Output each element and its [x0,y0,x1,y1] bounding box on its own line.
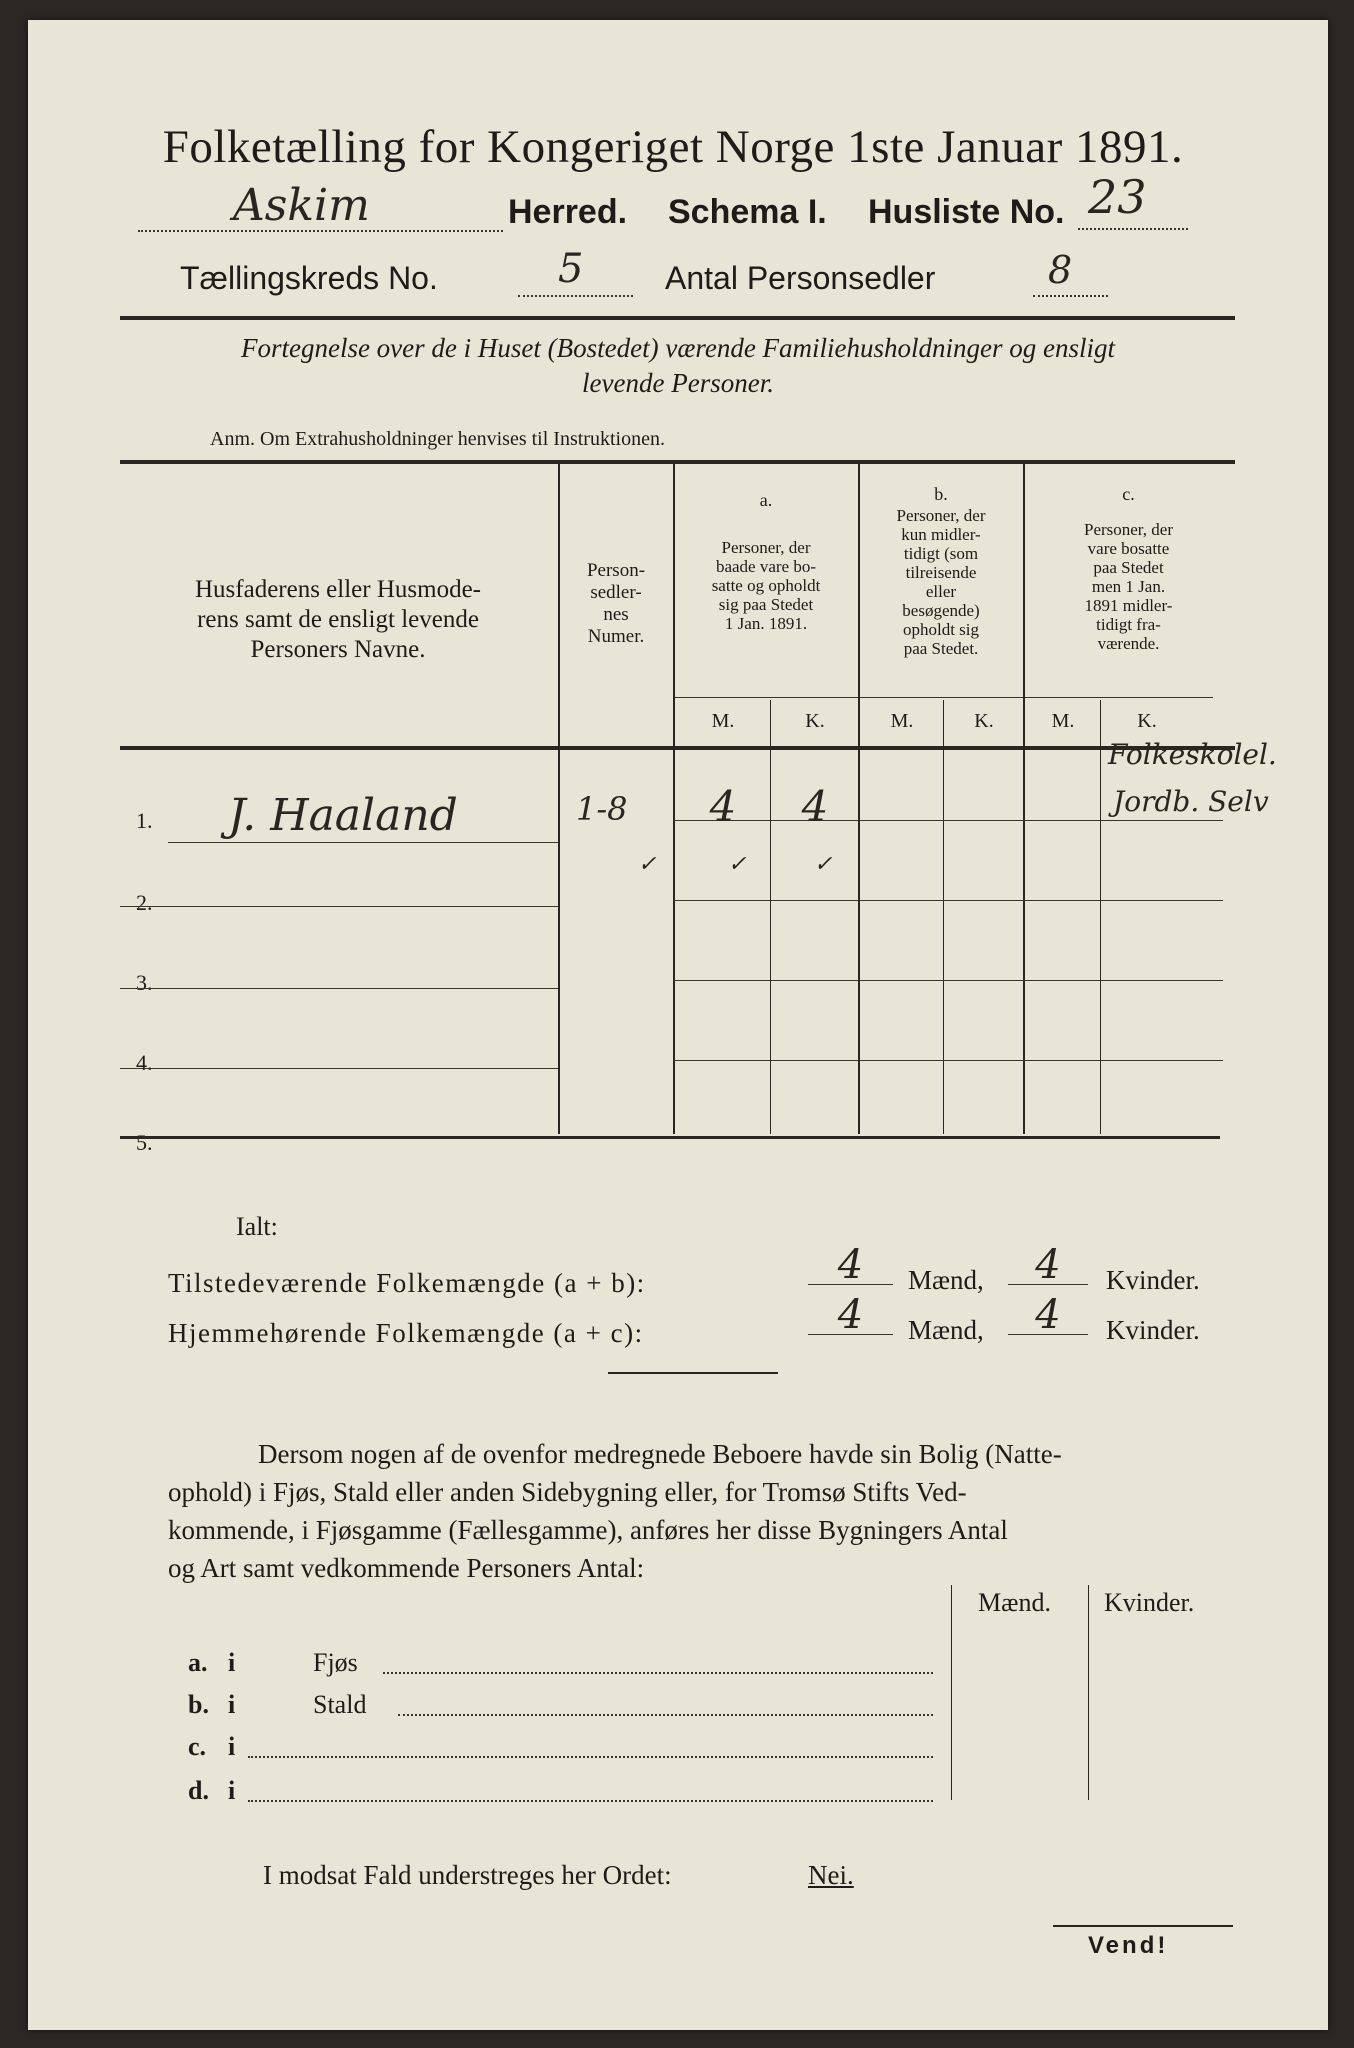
col-b-m: M. [890,710,914,732]
description-line1: Fortegnelse over de i Huset (Bostedet) værende Familiehusholdninger og ensligt [240,333,1116,363]
item-a-letter: a. [188,1648,208,1677]
check-mark-a-m: ✓ [728,852,747,877]
census-form [28,20,1328,2030]
row-number-3: 3. [136,970,153,995]
hjemme-label: Hjemmehørende Folkemængde (a + c): [168,1318,644,1348]
row-rule-3-name [120,988,558,989]
col-a-m: M. [711,710,735,732]
item-c-i: i [228,1732,236,1761]
row-1-note-status: Jordb. Selv [1113,785,1269,818]
bottom-col-divider-2 [1088,1585,1089,1800]
description-line2: levende Personer. [582,368,774,398]
husliste-label: Husliste No. [868,193,1065,231]
col-b-letter: b. [934,484,948,504]
check-mark-num: ✓ [638,852,657,877]
herred-label: Herred. [508,193,628,231]
husliste-value: 23 [1088,170,1147,224]
col-a-header: Personer, der baade vare bo- satte og opholdt sig paa Stedet 1 Jan. 1891. [711,538,821,633]
col-divider-2 [673,464,675,1134]
item-b-dots [398,1714,933,1716]
header-rule [120,316,1235,320]
item-a-i: i [228,1648,236,1677]
col-divider-b-mk [943,700,944,1134]
col-a-k: K. [805,710,825,732]
vend-label: Vend! [1088,1932,1169,1959]
hjemme-kvinder-label: Kvinder. [1106,1315,1200,1345]
col-divider-c-mk [1100,700,1101,1134]
row-rule-2-cols [673,900,1223,901]
col-b-k: K. [974,710,994,732]
bottom-kvinder-header: Kvinder. [1104,1588,1195,1617]
modsat-label: I modsat Fald understreges her Ordet: [263,1860,672,1890]
nei-word: Nei. [808,1860,854,1890]
kreds-value: 5 [558,246,584,292]
col-divider-3 [858,464,860,1134]
item-d-dots [248,1800,933,1802]
hjemme-m-value: 4 [837,1292,864,1338]
hjemme-k-value: 4 [1035,1292,1061,1338]
row-1-note-occupation: Folkeskolel. [1108,738,1277,771]
col-a-letter: a. [759,490,773,510]
tilstede-m-value: 4 [837,1242,864,1288]
row-1-a-m: 4 [709,782,737,831]
tilstede-kvinder-label: Kvinder. [1106,1265,1200,1295]
col-c-k: K. [1137,710,1157,732]
item-b-i: i [228,1690,236,1719]
item-b-label: Stald [313,1690,367,1719]
mk-rule [673,697,1213,698]
table-header-rule [120,746,1235,750]
item-c-letter: c. [188,1732,207,1761]
col-divider-1 [558,464,560,1134]
item-d-letter: d. [188,1776,209,1805]
separator-rule [608,1372,778,1374]
item-c-dots [248,1756,933,1758]
col-num-header: Person- sedler- nes Numer. [586,560,646,647]
hjemme-maend-label: Mænd, [908,1315,984,1345]
kreds-label: Tællingskreds No. [180,260,438,296]
row-rule-1-name [168,842,558,843]
row-rule-4-cols [673,1060,1223,1061]
vend-rule [1053,1925,1233,1927]
row-number-1: 1. [136,808,153,833]
row-1-number: 1-8 [576,790,628,828]
item-a-label: Fjøs [313,1648,358,1677]
husliste-field-line [1078,228,1188,230]
schema-label: Schema I. [668,193,827,231]
tilstede-k-value: 4 [1035,1242,1061,1288]
col-divider-a-mk [770,700,771,1134]
herred-value: Askim [233,180,370,231]
anm-note: Anm. Om Extrahusholdninger henvises til Instruktionen. [210,428,665,450]
col-c-letter: c. [1122,484,1135,504]
ialt-label: Ialt: [236,1212,278,1241]
item-d-i: i [228,1776,236,1805]
row-1-a-k: 4 [801,782,829,831]
bygning-paragraph: Dersom nogen af de ovenfor medregnede Beboere havde sin Bolig (Natte- ophold) i Fjøs, Stald eller anden Sidebygning eller, for Tromsø Stifts Ved- kommende, i Fjøsgamme (Fællesgamme), anføres her disse Bygningers Antal og Art samt vedkommende Personers Antal: [168,1439,1062,1583]
row-rule-3-cols [673,980,1223,981]
col-c-m: M. [1051,710,1075,732]
tilstede-maend-label: Mænd, [908,1265,984,1295]
col-name-header: Husfaderens eller Husmode- rens samt de ensligt levende Personers Navne. [194,576,481,663]
row-number-4: 4. [136,1050,153,1075]
bottom-col-divider-1 [951,1585,952,1800]
personsedler-label: Antal Personsedler [665,260,936,296]
table-top-rule [120,460,1235,464]
col-divider-4 [1023,464,1025,1134]
check-mark-a-k: ✓ [814,852,833,877]
kreds-field-line [518,295,633,297]
personsedler-value: 8 [1048,248,1073,292]
item-a-dots [383,1672,933,1674]
row-rule-4-name [120,1068,558,1069]
item-b-letter: b. [188,1690,209,1719]
row-1-name: J. Haaland [228,790,458,841]
row-number-5: 5. [136,1130,153,1155]
tilstede-label: Tilstedeværende Folkemængde (a + b): [168,1268,646,1298]
bottom-maend-header: Mænd. [978,1588,1051,1617]
form-title: Folketælling for Kongeriget Norge 1ste Januar 1891. [162,121,1184,173]
table-bottom-rule [120,1136,1220,1139]
col-b-header: Personer, der kun midler- tidigt (som tilreisende eller besøgende) opholdt sig paa Stedet. [896,506,986,658]
row-number-2: 2. [136,890,153,915]
personsedler-field-line [1033,295,1108,297]
col-c-header: Personer, der vare bosatte paa Stedet men 1 Jan. 1891 midler- tidigt fra- værende. [1083,520,1173,653]
row-rule-2-name [120,906,558,907]
